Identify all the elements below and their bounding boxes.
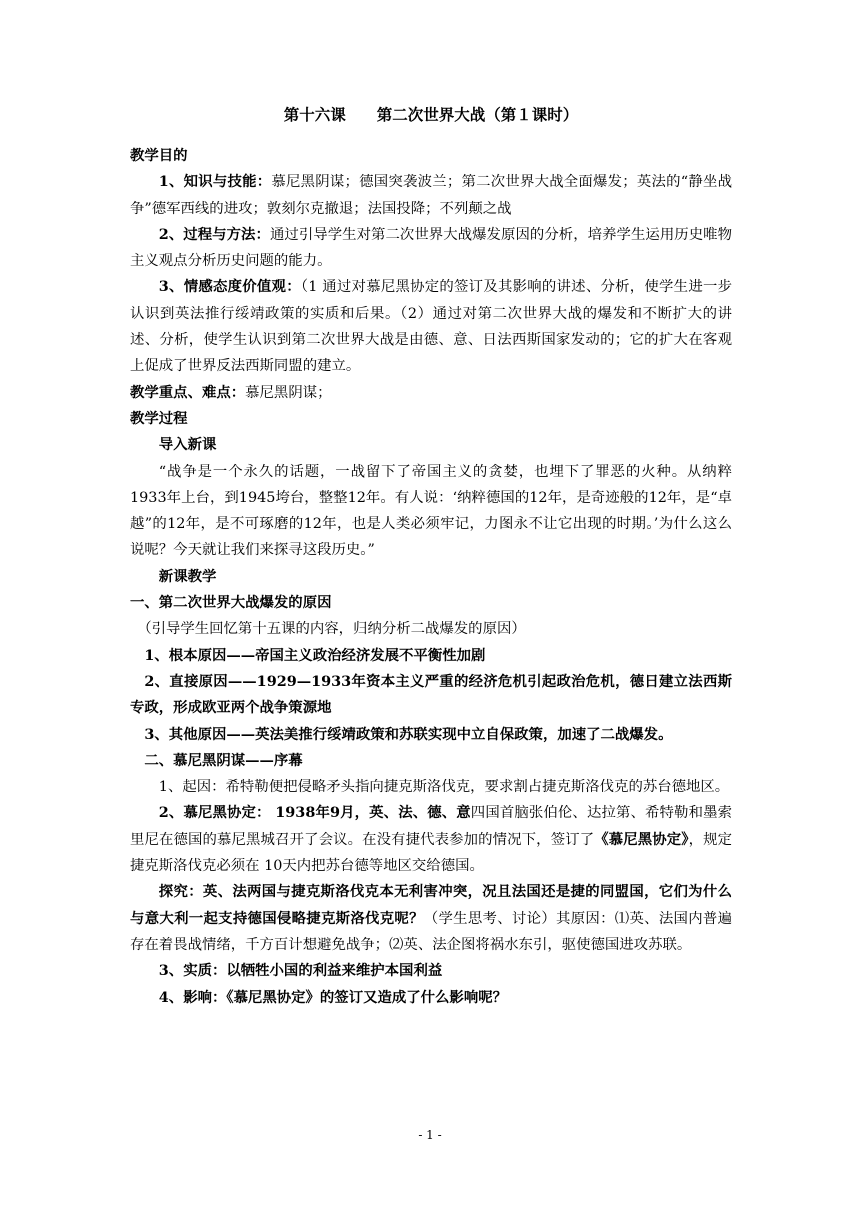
- cause-root: 1、根本原因——帝国主义政治经济发展不平衡性加剧: [144, 646, 486, 664]
- cause-direct: 2、直接原因——1929—1933年资本主义严重的经济危机引起政治危机，德日建立法西斯专政，形成欧亚两个战争策源地: [130, 672, 732, 717]
- objective-attitude-label: 3、情感态度价值观：: [158, 278, 301, 296]
- objective-attitude-text: （1 通过对慕尼黑协定的签订及其影响的讲述、分析，使学生进一步认识到英法推行绥靖政策的实质和后果。（2）通过对第二次世界大战的爆发和不断扩大的讲述、分析，使学生认识到第二次世界大战是由德、意、日法西斯国家发动的；它的扩大在客观上促成了世界反法西斯同盟的建立。: [130, 279, 732, 375]
- explore-block: [130, 879, 732, 958]
- explore-answer: （学生思考、讨论）其原因：⑴英、法国内普遍存在着畏战情绪，千方百计想避免战争；⑵英、法企图将祸水东引，驱使德国进攻苏联。: [130, 910, 732, 953]
- cause-other: 3、其他原因——英法美推行绥靖政策和苏联实现中立自保政策，加速了二战爆发。: [144, 725, 673, 743]
- objective-process-label: 2、过程与方法：: [158, 225, 270, 243]
- munich-essence: 3、实质：以牺牲小国的利益来维护本国利益: [158, 962, 443, 980]
- new-lesson-heading: 新课教学: [158, 567, 217, 585]
- munich-agreement-label: 2、慕尼黑协定：: [158, 804, 271, 822]
- objective-knowledge-text: 慕尼黑阴谋；德国突袭波兰；第二次世界大战全面爆发；英法的“静坐战争”德军西线的进攻；敦刻尔克撤退；法国投降；不列颠之战: [130, 174, 733, 217]
- keypoints-label: 教学重点、难点：: [130, 383, 246, 401]
- objective-attitude: [130, 274, 732, 379]
- munich-agreement: [130, 800, 732, 879]
- objective-knowledge: [130, 169, 732, 222]
- munich-cause: 1、起因：希特勒便把侵略矛头指向捷克斯洛伐克，要求割占捷克斯洛伐克的苏台德地区。: [158, 779, 730, 796]
- section1-heading: 一、第二次世界大战爆发的原因: [130, 594, 332, 612]
- intro-quote: “战争是一个永久的话题，一战留下了帝国主义的贪婪，也埋下了罪恶的火种。从纳粹1933年上台，到1945垮台，整整12年。有人说：‘纳粹德国的12年，是奇迹般的12年，是“卓越”的12年，是不可琢磨的12年，也是人类必须牢记，力图永不让它出现的时期。’为什么这么说呢？今天就让我们来探寻这段历史。”: [130, 463, 732, 559]
- munich-agreement-date: 1938年9月，英、法、德、意: [275, 804, 471, 822]
- objectives-heading: 教学目的: [130, 147, 188, 164]
- intro-heading: 导入新课: [158, 436, 217, 454]
- process-heading: 教学过程: [130, 409, 188, 427]
- munich-agreement-text: 四国首脑张伯伦、达拉第、希特勒和墨索里尼在德国的慕尼黑城召开了会议。在没有捷代表参加的情况下，签订了: [130, 805, 732, 848]
- page-number: - 1 -: [418, 1128, 442, 1142]
- keypoints-text: 慕尼黑阴谋；: [245, 384, 332, 401]
- keypoints: [130, 380, 732, 406]
- objective-process-text: 通过引导学生对第二次世界大战爆发原因的分析，培养学生运用历史唯物主义观点分析历史问题的能力。: [130, 226, 732, 270]
- munich-agreement-text-end: ，规定捷克斯洛伐克必须在 10天内把苏台德等地区交给德国。: [130, 831, 732, 875]
- munich-agreement-treaty: 《慕尼黑协定》: [594, 830, 689, 848]
- munich-impact: 4、影响：《慕尼黑协定》的签订又造成了什么影响呢？: [158, 988, 507, 1006]
- section2-heading: 二、慕尼黑阴谋——序幕: [144, 751, 303, 769]
- page-content: [130, 100, 732, 1011]
- objective-knowledge-label: 1、知识与技能：: [158, 173, 272, 191]
- explore-question: 探究：英、法两国与捷克斯洛伐克本无利害冲突，况且法国还是捷的同盟国，它们为什么与意大利一起支持德国侵略捷克斯洛伐克呢？: [130, 883, 732, 927]
- section1-note: （引导学生回忆第十五课的内容，归纳分析二战爆发的原因）: [137, 621, 526, 638]
- page-title: 第十六课 第二次世界大战（第１课时）: [283, 105, 579, 124]
- objective-process: [130, 222, 732, 275]
